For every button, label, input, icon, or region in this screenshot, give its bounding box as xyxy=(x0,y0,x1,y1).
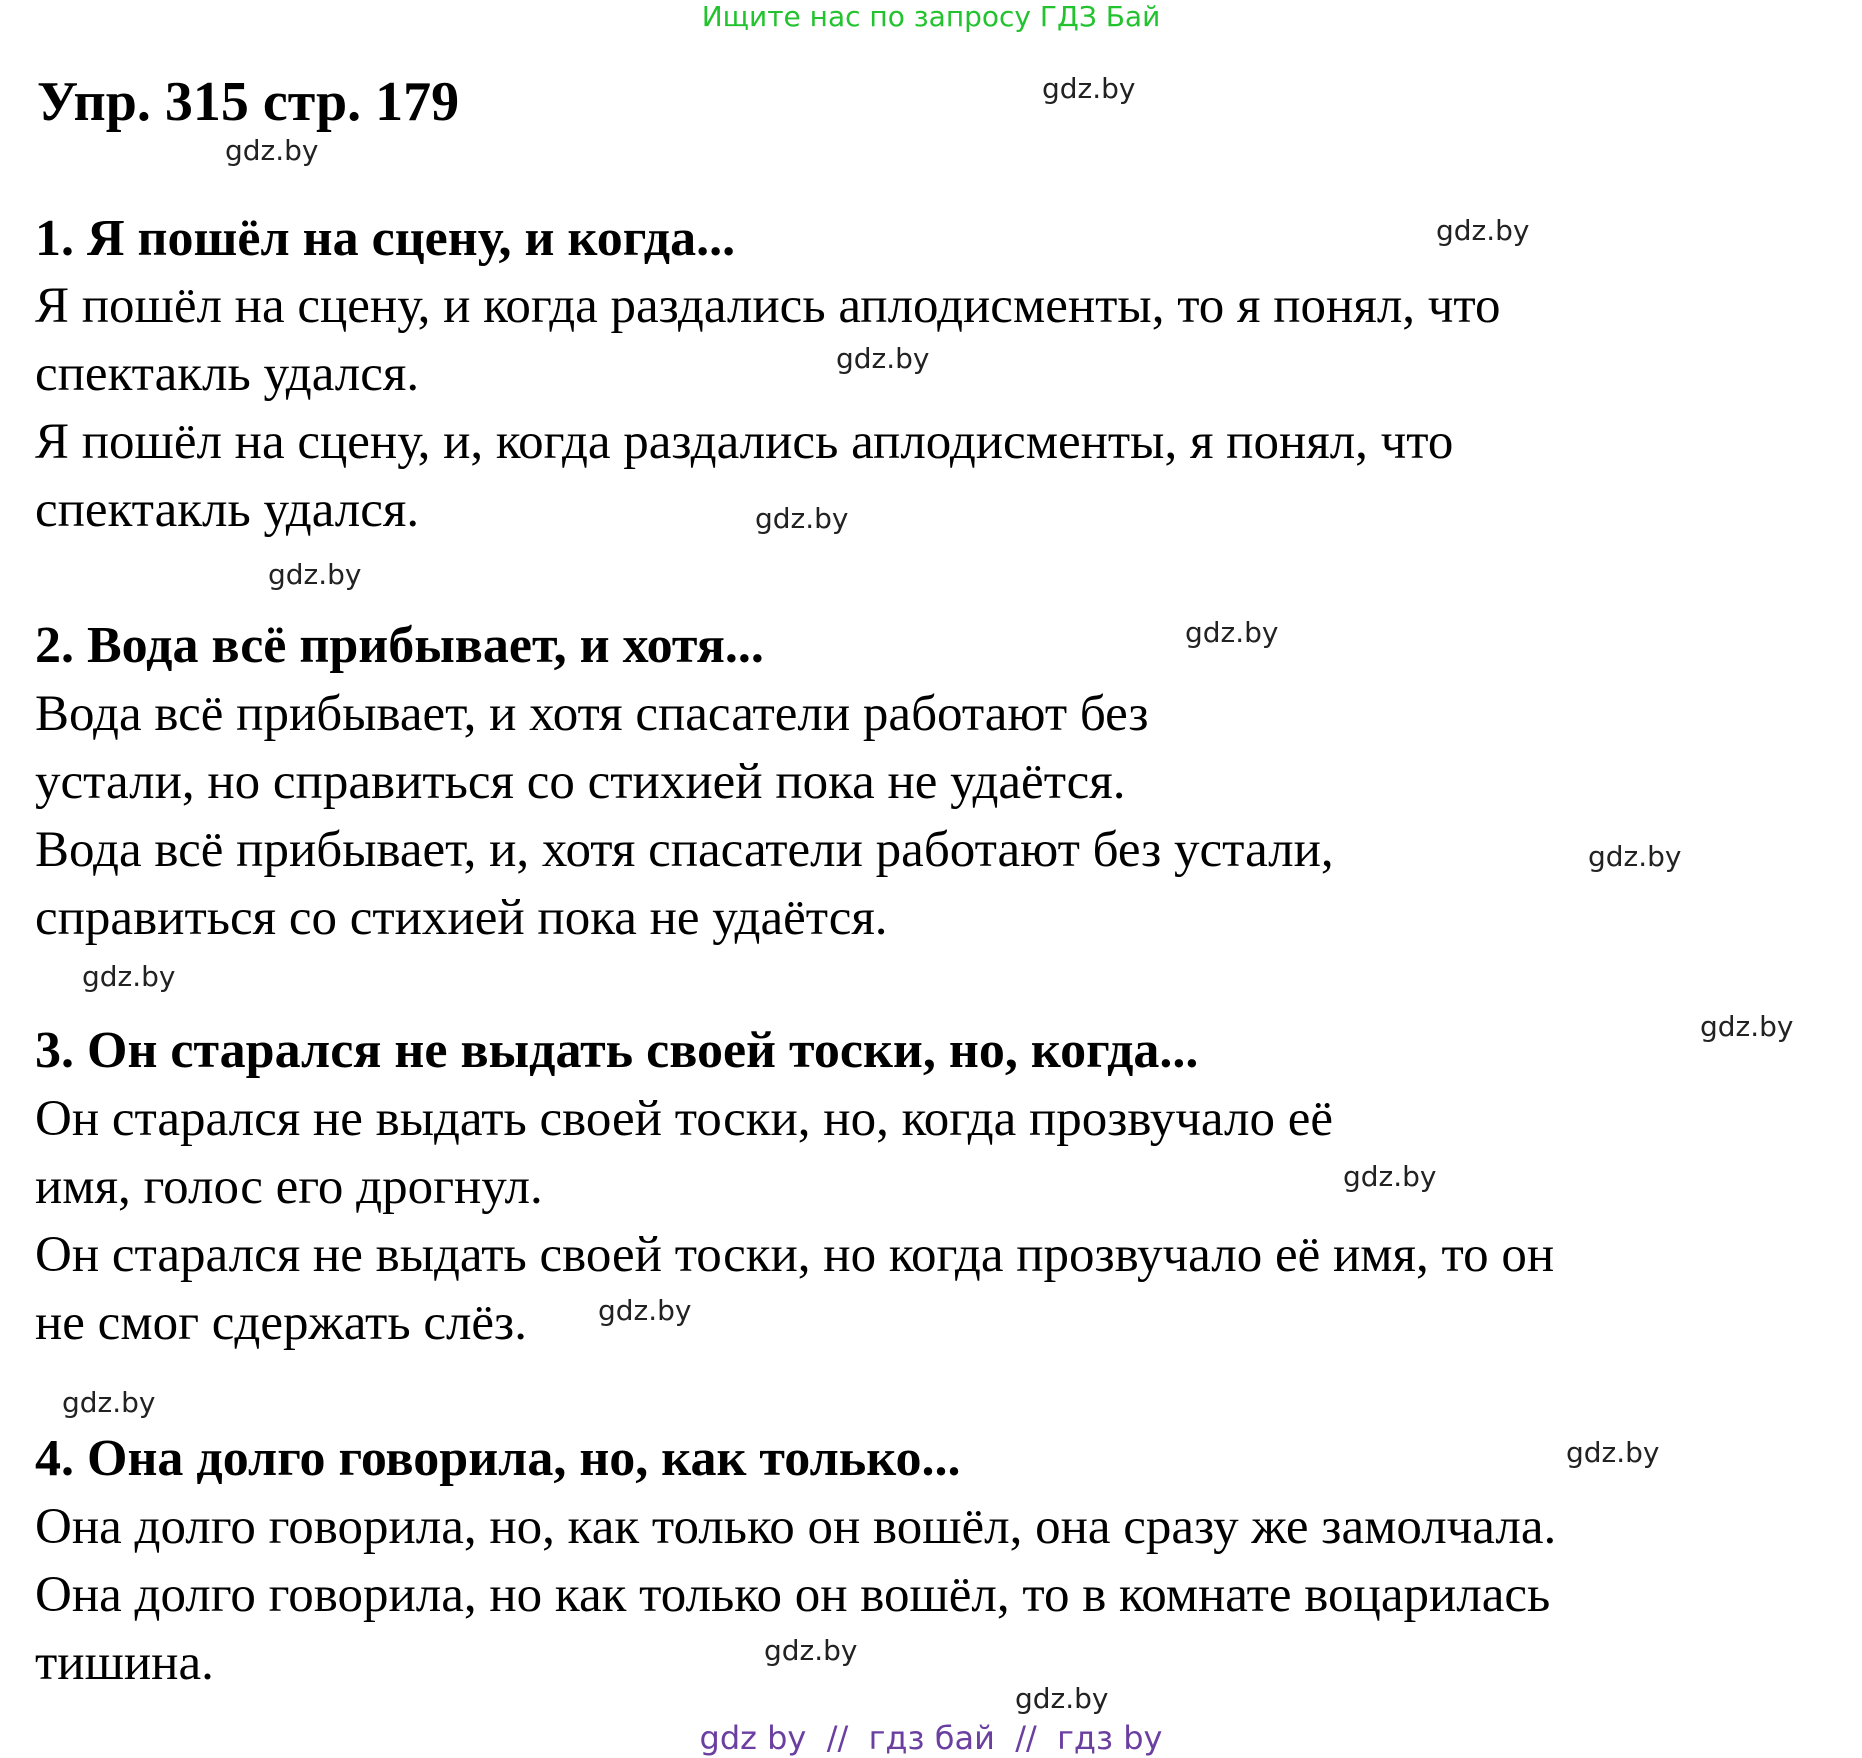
watermark: gdz.by xyxy=(1700,1010,1794,1043)
section-1-line-4: спектакль удался. xyxy=(35,482,420,538)
section-3-line-2: имя, голос его дрогнул. xyxy=(35,1159,543,1215)
section-4-heading: 4. Она долго говорила, но, как только... xyxy=(35,1430,961,1487)
section-1-line-1: Я пошёл на сцену, и когда раздались аплодисменты, то я понял, что xyxy=(35,278,1501,334)
section-4-line-1: Она долго говорила, но, как только он вошёл, она сразу же замолчала. xyxy=(35,1499,1557,1555)
watermark: gdz.by xyxy=(1588,840,1682,873)
section-3-line-4: не смог сдержать слёз. xyxy=(35,1295,527,1351)
section-1-heading: 1. Я пошёл на сцену, и когда... xyxy=(35,210,736,267)
watermark: gdz.by xyxy=(82,960,176,993)
section-4-line-2: Она долго говорила, но как только он вошёл, то в комнате воцарилась xyxy=(35,1567,1551,1623)
watermark: gdz.by xyxy=(755,502,849,535)
section-2-line-4: справиться со стихией пока не удаётся. xyxy=(35,890,888,946)
watermark: gdz.by xyxy=(1343,1160,1437,1193)
section-2-line-2: устали, но справиться со стихией пока не удаётся. xyxy=(35,754,1126,810)
footer-links-text: gdz by // гдз бай // гдз by xyxy=(699,1719,1163,1757)
section-2-line-3: Вода всё прибывает, и, хотя спасатели работают без устали, xyxy=(35,822,1334,878)
section-3-line-3: Он старался не выдать своей тоски, но когда прозвучало её имя, то он xyxy=(35,1227,1555,1283)
section-3-line-1: Он старался не выдать своей тоски, но, когда прозвучало её xyxy=(35,1091,1333,1147)
section-1-line-3: Я пошёл на сцену, и, когда раздались аплодисменты, я понял, что xyxy=(35,414,1454,470)
section-4-line-3: тишина. xyxy=(35,1635,214,1691)
section-2-line-1: Вода всё прибывает, и хотя спасатели работают без xyxy=(35,686,1149,742)
watermark: gdz.by xyxy=(225,134,319,167)
header-promo-text: Ищите нас по запросу ГДЗ Бай xyxy=(701,0,1161,33)
watermark: gdz.by xyxy=(1185,616,1279,649)
section-1-line-2: спектакль удался. xyxy=(35,346,420,402)
section-2-heading: 2. Вода всё прибывает, и хотя... xyxy=(35,617,764,674)
watermark: gdz.by xyxy=(836,342,930,375)
watermark: gdz.by xyxy=(598,1294,692,1327)
watermark: gdz.by xyxy=(1015,1682,1109,1715)
watermark: gdz.by xyxy=(268,558,362,591)
watermark: gdz.by xyxy=(62,1386,156,1419)
watermark: gdz.by xyxy=(1566,1436,1660,1469)
section-3-heading: 3. Он старался не выдать своей тоски, но, когда... xyxy=(35,1022,1199,1079)
watermark: gdz.by xyxy=(1042,72,1136,105)
watermark: gdz.by xyxy=(764,1634,858,1667)
page-title: Упр. 315 стр. 179 xyxy=(37,71,460,133)
watermark: gdz.by xyxy=(1436,214,1530,247)
